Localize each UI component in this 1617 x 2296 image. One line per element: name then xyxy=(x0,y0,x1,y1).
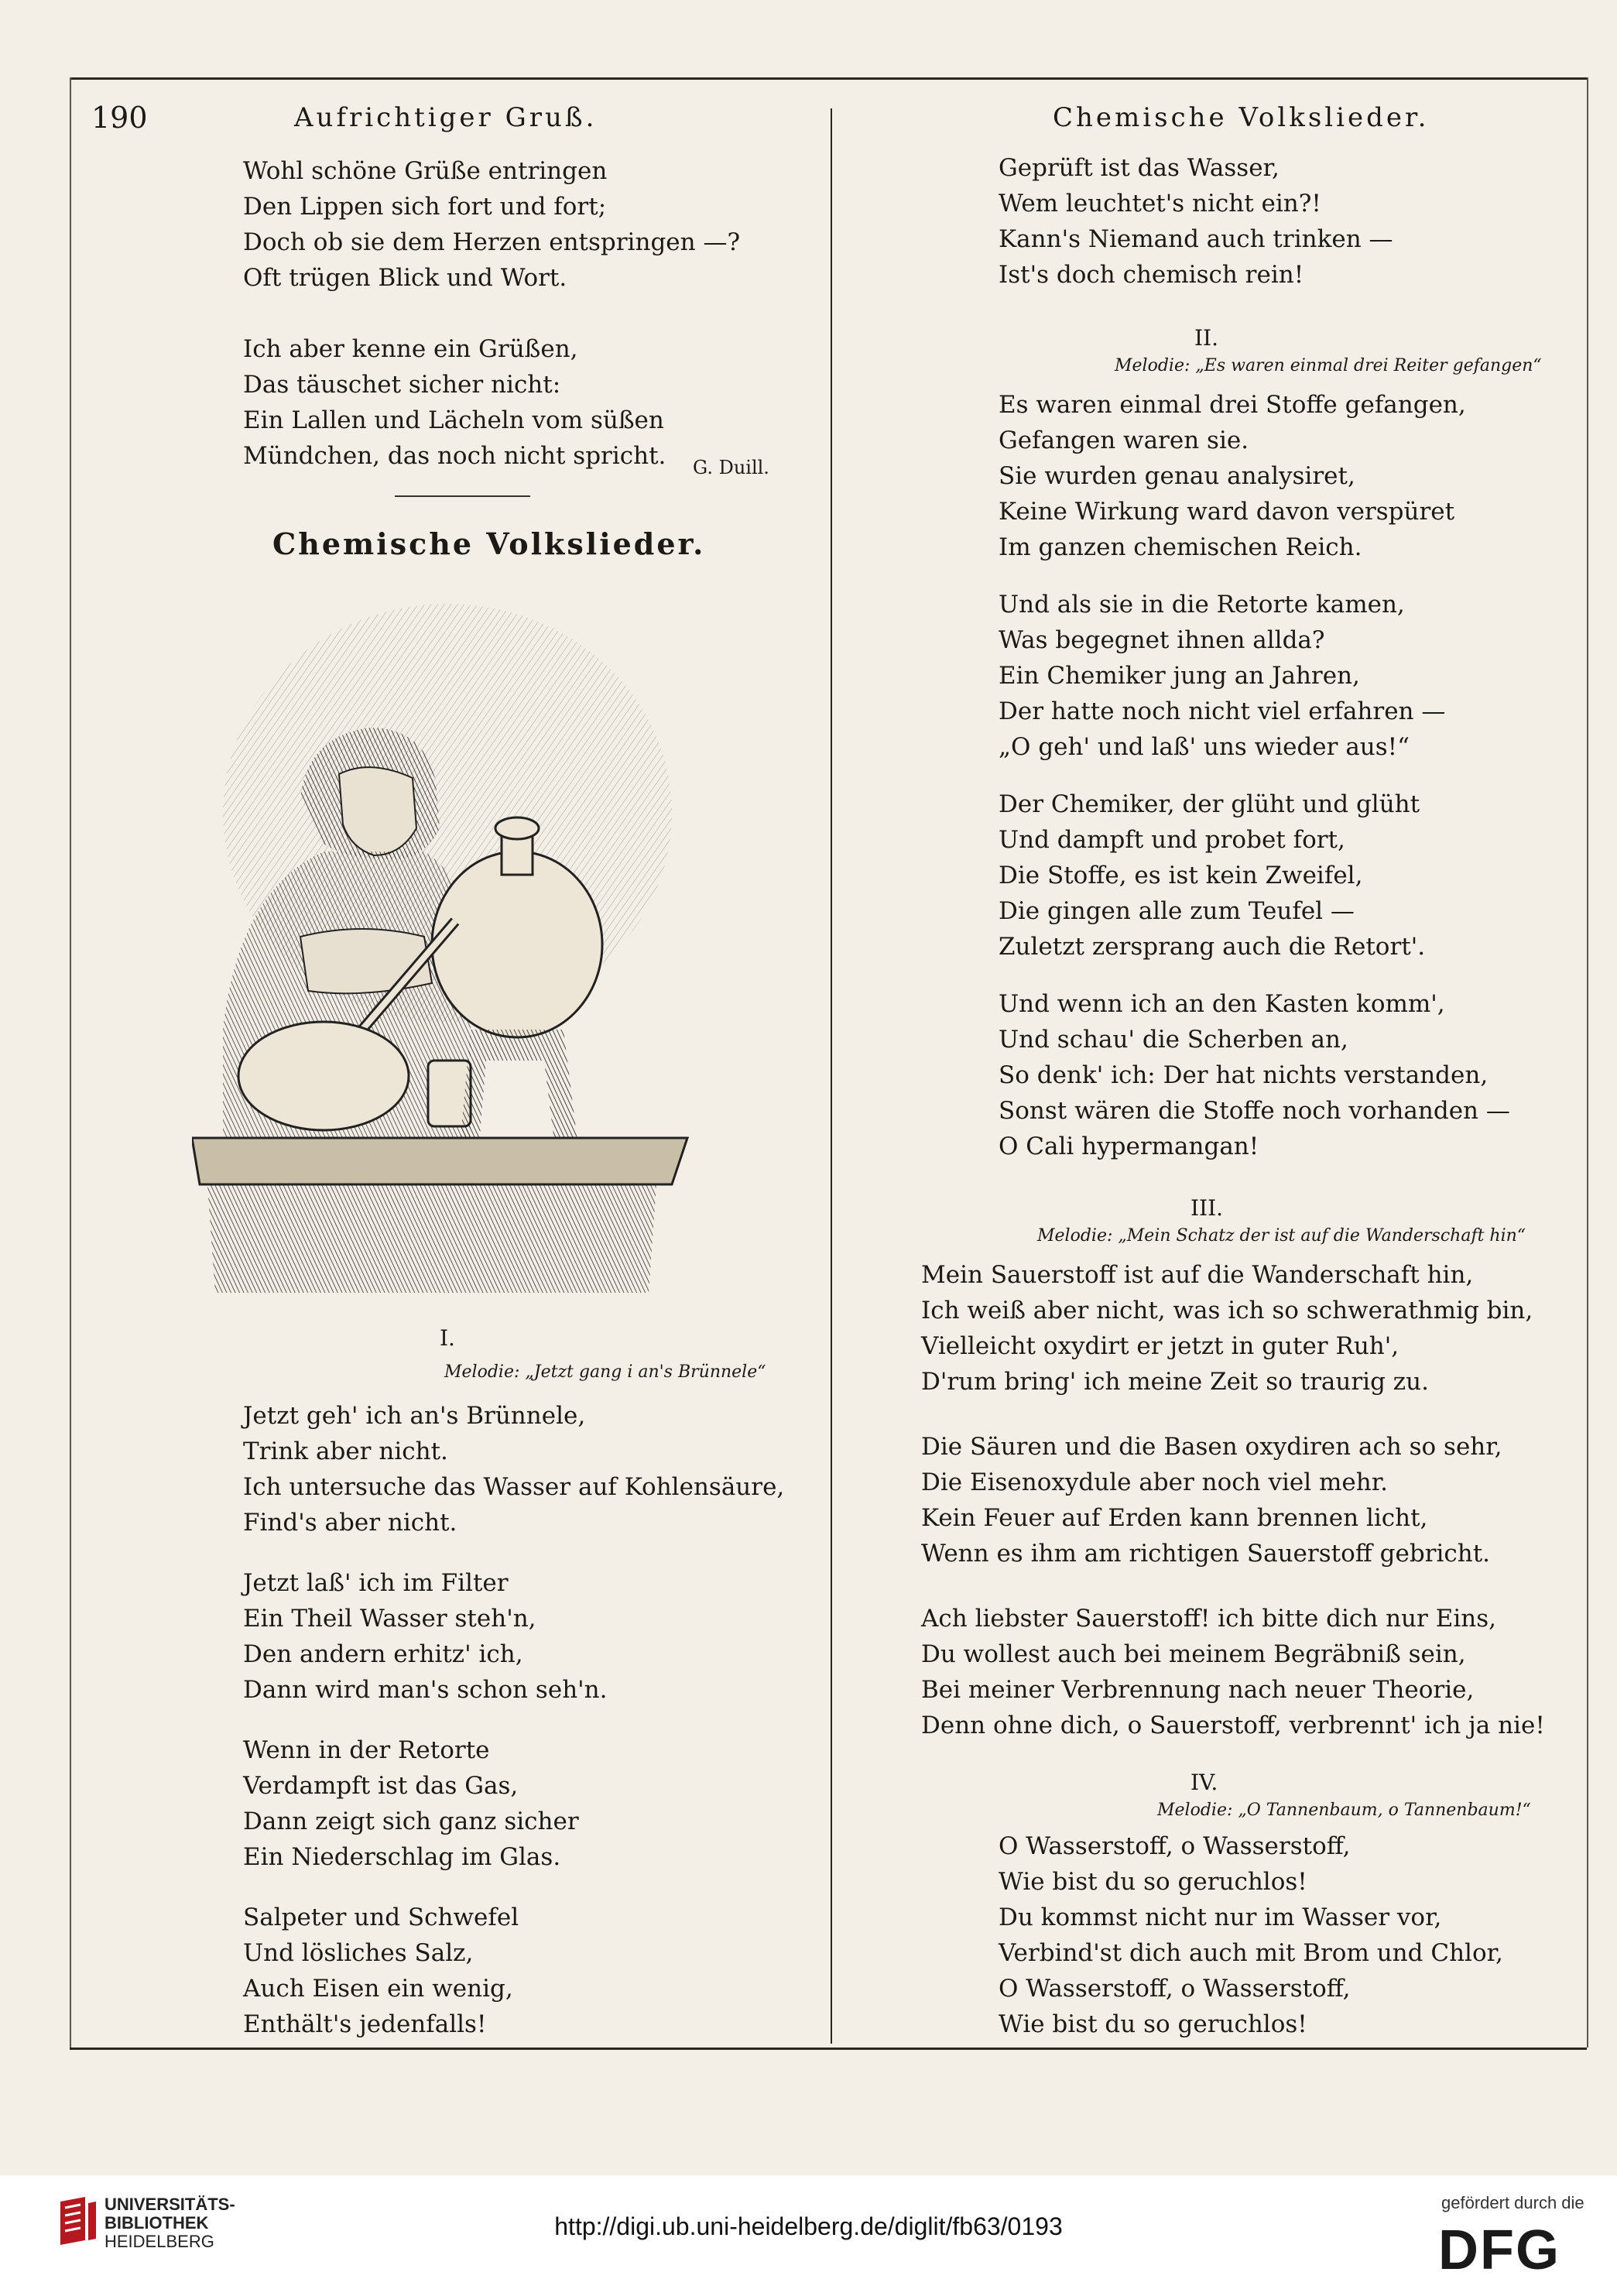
song1-stanza-4 xyxy=(243,1900,519,2042)
verse-line: Ein Lallen und Lächeln vom süßen xyxy=(243,406,664,434)
verse-line: Bei meiner Verbrennung nach neuer Theorie, xyxy=(921,1676,1475,1704)
verse-line: Das täuschet sicher nicht: xyxy=(243,371,561,399)
header-left: Aufrichtiger Gruß. xyxy=(294,102,598,133)
song3-stanza-2 xyxy=(921,1429,1502,1571)
retort-shape xyxy=(238,1022,409,1130)
verse-line: Wie bist du so geruchlos! xyxy=(999,1868,1307,1896)
chemist-illustration xyxy=(192,596,695,1308)
frame-right-rule xyxy=(1587,77,1588,2048)
verse-line: Vielleicht oxydirt er jetzt in guter Ruh', xyxy=(921,1332,1399,1360)
verse-line: Und dampft und probet fort, xyxy=(999,826,1345,854)
verse-line: Kein Feuer auf Erden kann brennen licht, xyxy=(921,1504,1428,1532)
frame-top-rule xyxy=(70,77,1587,80)
verse-line: Ein Theil Wasser steh'n, xyxy=(243,1605,536,1633)
verse-line: Wenn in der Retorte xyxy=(243,1736,490,1764)
verse-line: Sie wurden genau analysiret, xyxy=(999,462,1355,490)
verse-line: Ein Chemiker jung an Jahren, xyxy=(999,662,1360,690)
verse-line: Die Eisenoxydule aber noch viel mehr. xyxy=(921,1468,1388,1496)
verse-line: Es waren einmal drei Stoffe gefangen, xyxy=(999,391,1466,419)
verse-line: Die gingen alle zum Teufel — xyxy=(999,897,1355,925)
logo-line: BIBLIOTHEK xyxy=(104,2213,209,2233)
logo-line: HEIDELBERG xyxy=(104,2232,214,2251)
verse-line: Ich untersuche das Wasser auf Kohlensäure, xyxy=(243,1473,785,1501)
author-signature: G. Duill. xyxy=(693,457,769,478)
song2-stanza-2 xyxy=(999,587,1445,765)
verse-line: Und als sie in die Retorte kamen, xyxy=(999,591,1405,619)
verse-line: Dann wird man's schon seh'n. xyxy=(243,1676,608,1704)
verse-line: Verdampft ist das Gas, xyxy=(243,1772,519,1800)
dfg-logo[interactable]: DFG xyxy=(1438,2219,1560,2281)
verse-line: Auch Eisen ein wenig, xyxy=(243,1975,513,2003)
verse-line: Trink aber nicht. xyxy=(243,1438,448,1465)
melody-1: Melodie: „Jetzt gang i an's Brünnele“ xyxy=(444,1362,766,1382)
verse-line: Und schau' die Scherben an, xyxy=(999,1026,1348,1054)
roman-numeral-3: III. xyxy=(1190,1195,1224,1221)
verse-line: Ich aber kenne ein Grüßen, xyxy=(243,335,578,363)
verse-line: D'rum bring' ich meine Zeit so traurig zu. xyxy=(921,1368,1429,1396)
table-shape xyxy=(192,1138,687,1184)
greeting-stanza-2 xyxy=(243,331,666,474)
verse-line: So denk' ich: Der hat nichts verstanden, xyxy=(999,1061,1489,1089)
roman-numeral-2: II. xyxy=(1194,325,1219,351)
verse-line: Kann's Niemand auch trinken — xyxy=(999,225,1393,253)
verse-line: O Cali hypermangan! xyxy=(999,1133,1259,1160)
verse-line: O Wasserstoff, o Wasserstoff, xyxy=(999,1832,1351,1860)
verse-line: Den Lippen sich fort und fort; xyxy=(243,193,607,221)
verse-line: Geprüft ist das Wasser, xyxy=(999,154,1280,182)
verse-line: Im ganzen chemischen Reich. xyxy=(999,533,1362,561)
section-rule xyxy=(395,495,530,497)
song4-stanza-1 xyxy=(999,1828,1503,2042)
song1-stanza-1 xyxy=(243,1398,784,1540)
verse-line: Wie bist du so geruchlos! xyxy=(999,2010,1307,2038)
verse-line: Und lösliches Salz, xyxy=(243,1939,474,1967)
verse-line: Die Stoffe, es ist kein Zweifel, xyxy=(999,862,1363,889)
verse-line: Der Chemiker, der glüht und glüht xyxy=(999,790,1420,818)
song1-stanza-2 xyxy=(243,1565,608,1708)
section-title: Chemische Volkslieder. xyxy=(272,526,706,561)
verse-line: Ein Niederschlag im Glas. xyxy=(243,1843,561,1871)
melody-3: Melodie: „Mein Schatz der ist auf die Wanderschaft hin“ xyxy=(1037,1226,1526,1246)
page-number: 190 xyxy=(91,101,148,135)
verse-line: Und wenn ich an den Kasten komm', xyxy=(999,990,1445,1018)
flask-shape xyxy=(432,852,602,1037)
column-divider xyxy=(831,108,832,2044)
verse-line: Ist's doch chemisch rein! xyxy=(999,261,1304,289)
song2-stanza-4 xyxy=(999,986,1510,1164)
melody-4: Melodie: „O Tannenbaum, o Tannenbaum!“ xyxy=(1157,1801,1531,1820)
verse-line: Den andern erhitz' ich, xyxy=(243,1640,523,1668)
verse-line: Was begegnet ihnen allda? xyxy=(999,626,1325,654)
funded-by-text: gefördert durch die xyxy=(1441,2193,1584,2212)
greeting-stanza-1 xyxy=(243,153,740,296)
melody-2: Melodie: „Es waren einmal drei Reiter gefangen“ xyxy=(1115,356,1542,375)
verse-line: Find's aber nicht. xyxy=(243,1509,457,1537)
verse-line: Ach liebster Sauerstoff! ich bitte dich nur Eins, xyxy=(921,1605,1496,1633)
verse-line: Wenn es ihm am richtigen Sauerstoff gebricht. xyxy=(921,1540,1491,1568)
verse-line: Ich weiß aber nicht, was ich so schwerathmig bin, xyxy=(921,1297,1533,1324)
verse-line: Jetzt geh' ich an's Brünnele, xyxy=(243,1402,586,1430)
song1-final-stanza xyxy=(999,150,1393,293)
verse-line: Wem leuchtet's nicht ein?! xyxy=(999,190,1321,218)
verse-line: Oft trügen Blick und Wort. xyxy=(243,264,567,292)
frame-left-rule xyxy=(70,77,71,2048)
roman-numeral-1: I. xyxy=(440,1325,455,1351)
verse-line: Gefangen waren sie. xyxy=(999,427,1249,454)
roman-numeral-4: IV. xyxy=(1190,1770,1218,1795)
verse-line: „O geh' und laß' uns wieder aus!“ xyxy=(999,733,1410,761)
verse-line: Salpeter und Schwefel xyxy=(243,1904,519,1931)
verse-line: Die Säuren und die Basen oxydiren ach so sehr, xyxy=(921,1433,1502,1461)
logo-line: UNIVERSITÄTS- xyxy=(104,2195,235,2214)
verse-line: Dann zeigt sich ganz sicher xyxy=(243,1808,579,1835)
verse-line: Du kommst nicht nur im Wasser vor, xyxy=(999,1904,1442,1931)
verse-line: Mündchen, das noch nicht spricht. xyxy=(243,442,666,470)
verse-line: Zuletzt zersprang auch die Retort'. xyxy=(999,933,1426,961)
verse-line: Denn ohne dich, o Sauerstoff, verbrennt' ich ja nie! xyxy=(921,1712,1545,1739)
verse-line: Keine Wirkung ward davon verspüret xyxy=(999,498,1455,526)
verse-line: Mein Sauerstoff ist auf die Wanderschaft hin, xyxy=(921,1261,1474,1289)
arm-shape xyxy=(300,929,432,993)
stand-shape xyxy=(459,1030,579,1153)
verse-line: Du wollest auch bei meinem Begräbniß sein, xyxy=(921,1640,1466,1668)
header-right: Chemische Volkslieder. xyxy=(1053,102,1430,133)
song3-stanza-1 xyxy=(921,1257,1533,1400)
song1-stanza-3 xyxy=(243,1732,579,1875)
verse-line: Sonst wären die Stoffe noch vorhanden — xyxy=(999,1097,1510,1125)
verse-line: Jetzt laß' ich im Filter xyxy=(243,1569,509,1597)
verse-line: Wohl schöne Grüße entringen xyxy=(243,157,608,185)
verse-line: Enthält's jedenfalls! xyxy=(243,2010,487,2038)
song2-stanza-3 xyxy=(999,786,1425,965)
song3-stanza-3 xyxy=(921,1601,1545,1743)
verse-line: O Wasserstoff, o Wasserstoff, xyxy=(999,1975,1351,2003)
verse-line: Der hatte noch nicht viel erfahren — xyxy=(999,697,1446,725)
frame-bottom-rule xyxy=(70,2048,1587,2050)
verse-line: Doch ob sie dem Herzen entspringen —? xyxy=(243,228,741,256)
song2-stanza-1 xyxy=(999,387,1466,565)
verse-line: Verbind'st dich auch mit Brom und Chlor, xyxy=(999,1939,1503,1967)
source-url-link[interactable]: http://digi.ub.uni-heidelberg.de/diglit/fb63/0193 xyxy=(554,2212,1063,2240)
